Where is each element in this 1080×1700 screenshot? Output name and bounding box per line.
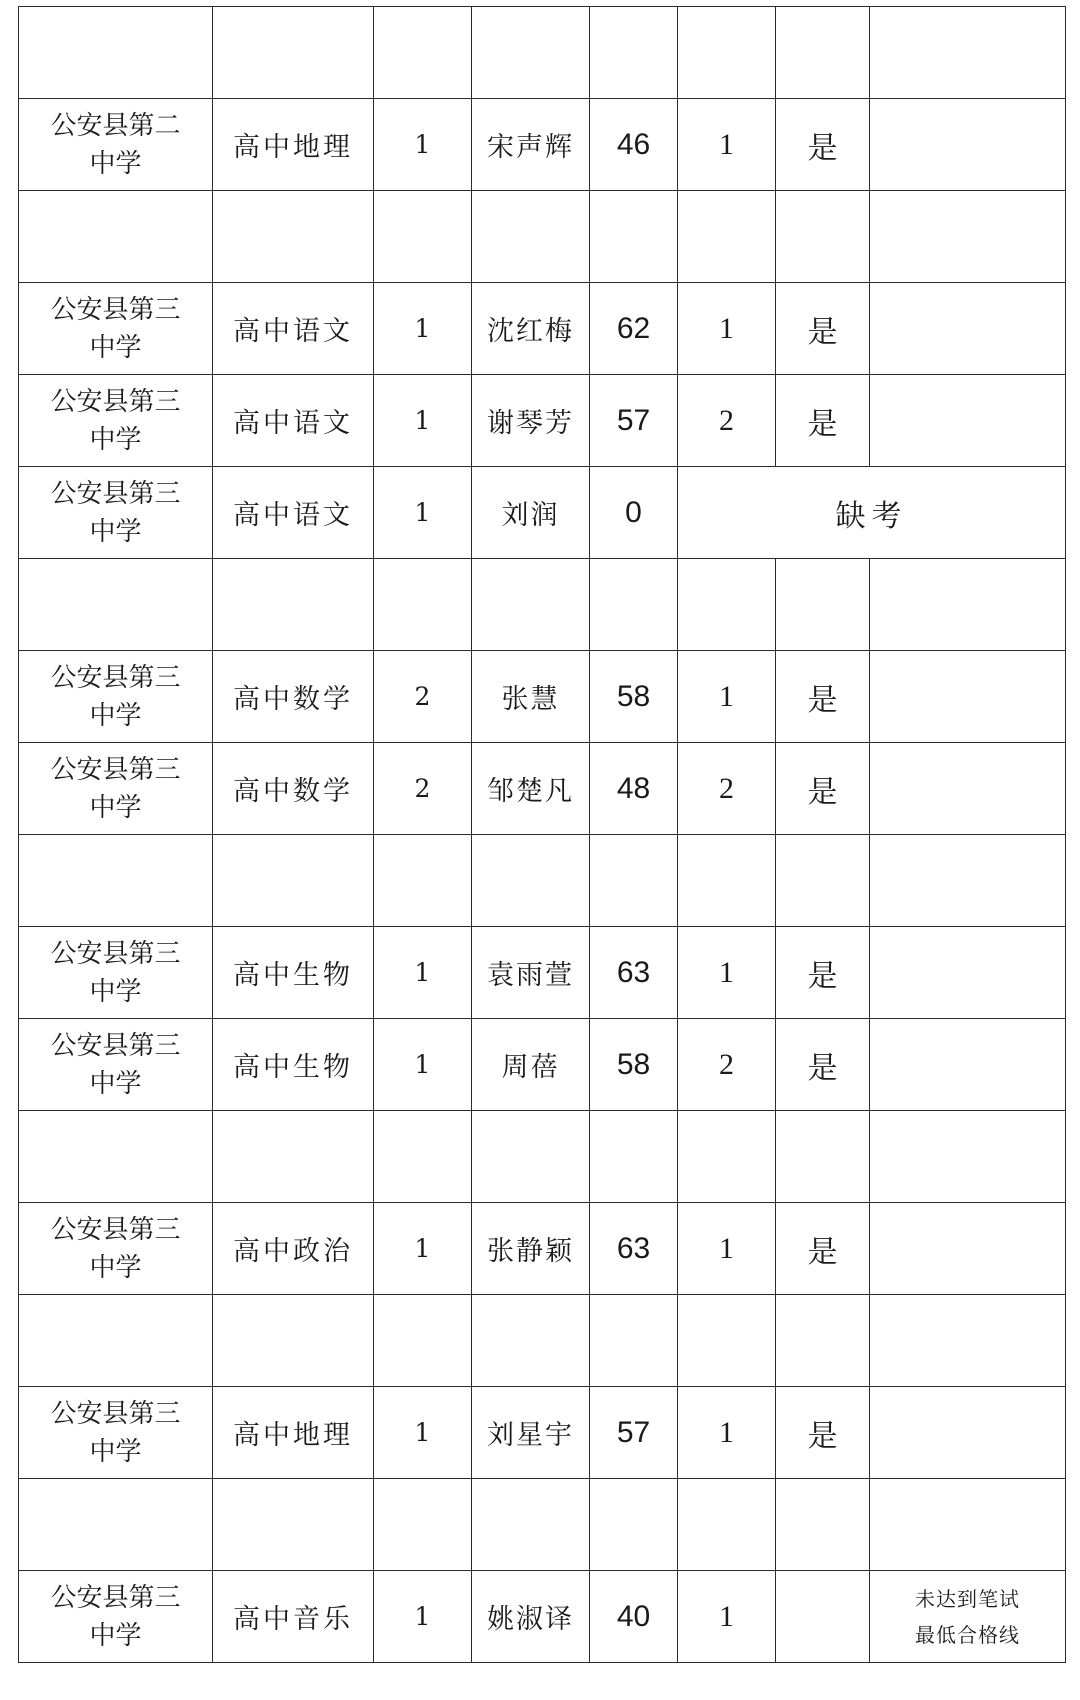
quota-cell [374,7,472,99]
quota-cell: 2 [374,743,472,835]
cell-line: 中学 [89,1436,142,1467]
remark-cell [870,743,1066,835]
cell-line: 中学 [89,700,142,731]
remark-cell [870,191,1066,283]
interview-cell [776,1295,870,1387]
cell-line: 中学 [89,332,142,363]
remark-cell [870,1295,1066,1387]
subject-cell [213,1111,374,1203]
cell-line: 最低合格线 [915,1622,1020,1647]
rank-cell: 1 [678,99,776,191]
interview-cell: 是 [776,1019,870,1111]
cell-line: 中学 [89,148,142,179]
remark-cell [870,1571,1066,1663]
cell-line: 公安县第三 [50,478,181,509]
score-cell [590,559,678,651]
cell-line: 中学 [89,424,142,455]
quota-cell [374,1111,472,1203]
candidate-name-cell: 刘星宇 [472,1387,590,1479]
subject-cell: 高中音乐 [213,1571,374,1663]
interview-cell [776,1571,870,1663]
quota-cell: 2 [374,651,472,743]
score-cell [590,1111,678,1203]
interview-cell: 是 [776,927,870,1019]
cell-line: 公安县第三 [50,754,181,785]
candidate-name-cell: 刘润 [472,467,590,559]
rank-cell: 1 [678,651,776,743]
rank-cell [678,1295,776,1387]
score-cell: 57 [590,375,678,467]
name-cell [472,7,590,99]
cell-line: 公安县第三 [50,1030,181,1061]
subject-cell: 高中政治 [213,1203,374,1295]
rank-cell [678,1111,776,1203]
remark-cell [870,559,1066,651]
score-cell [590,1479,678,1571]
school-cell [19,927,213,1019]
cell-line: 公安县第二 [50,110,181,141]
subject-cell: 高中语文 [213,467,374,559]
score-cell: 0 [590,467,678,559]
subject-cell [213,1295,374,1387]
subject-cell: 高中生物 [213,927,374,1019]
subject-cell: 高中地理 [213,1387,374,1479]
score-cell: 63 [590,1203,678,1295]
subject-cell: 高中生物 [213,1019,374,1111]
school-cell [19,1387,213,1479]
candidate-name-cell: 谢琴芳 [472,375,590,467]
quota-cell: 1 [374,927,472,1019]
candidate-name-cell: 沈红梅 [472,283,590,375]
table-row [19,99,1066,191]
quota-cell: 1 [374,283,472,375]
cell-line: 中学 [89,516,142,547]
name-cell [472,559,590,651]
remark-cell [870,1479,1066,1571]
candidate-name-cell: 宋声辉 [472,99,590,191]
cell-line: 公安县第三 [50,1398,181,1429]
rank-cell: 1 [678,927,776,1019]
table-row [19,651,1066,743]
remark-cell [870,283,1066,375]
school-cell [19,743,213,835]
absent-status-cell: 缺考 [678,467,1066,559]
school-cell [19,283,213,375]
school-cell [19,835,213,927]
school-cell [19,651,213,743]
table-row [19,467,1066,559]
remark-cell [870,99,1066,191]
quota-cell [374,835,472,927]
table-row-blank [19,1295,1066,1387]
score-cell: 63 [590,927,678,1019]
score-cell: 57 [590,1387,678,1479]
subject-cell [213,191,374,283]
interview-cell [776,191,870,283]
interview-cell: 是 [776,651,870,743]
school-cell [19,191,213,283]
table-row [19,375,1066,467]
rank-cell [678,1479,776,1571]
quota-cell: 1 [374,375,472,467]
subject-cell: 高中数学 [213,651,374,743]
interview-cell: 是 [776,1203,870,1295]
rank-cell [678,835,776,927]
name-cell [472,1479,590,1571]
remark-cell [870,1019,1066,1111]
cell-line: 公安县第三 [50,386,181,417]
rank-cell [678,7,776,99]
remark-cell [870,1387,1066,1479]
school-cell [19,99,213,191]
interview-cell: 是 [776,743,870,835]
candidate-name-cell: 袁雨萱 [472,927,590,1019]
name-cell [472,191,590,283]
cell-line: 未达到笔试 [915,1586,1020,1611]
cell-line: 中学 [89,792,142,823]
school-cell [19,467,213,559]
table-body [19,7,1066,1663]
quota-cell [374,559,472,651]
score-cell: 46 [590,99,678,191]
subject-cell [213,7,374,99]
remark-cell [870,927,1066,1019]
interview-cell [776,559,870,651]
quota-cell: 1 [374,1571,472,1663]
school-cell [19,7,213,99]
score-cell: 48 [590,743,678,835]
name-cell [472,1295,590,1387]
remark-cell [870,1203,1066,1295]
subject-cell: 高中数学 [213,743,374,835]
interview-cell [776,1479,870,1571]
interview-cell: 是 [776,99,870,191]
score-cell [590,191,678,283]
score-cell [590,835,678,927]
rank-cell: 2 [678,743,776,835]
rank-cell: 1 [678,1203,776,1295]
cell-line: 公安县第三 [50,1214,181,1245]
quota-cell [374,1479,472,1571]
cell-line: 公安县第三 [50,294,181,325]
table-row [19,1203,1066,1295]
score-cell [590,7,678,99]
score-cell [590,1295,678,1387]
interview-cell: 是 [776,1387,870,1479]
name-cell [472,1111,590,1203]
quota-cell [374,191,472,283]
school-cell [19,375,213,467]
rank-cell: 1 [678,1387,776,1479]
name-cell [472,835,590,927]
cell-line: 中学 [89,1252,142,1283]
rank-cell: 2 [678,1019,776,1111]
table-row-blank [19,835,1066,927]
cell-line: 公安县第三 [50,938,181,969]
cell-line: 公安县第三 [50,1582,181,1613]
table-row-blank [19,191,1066,283]
cell-line: 中学 [89,1068,142,1099]
candidate-name-cell: 姚淑译 [472,1571,590,1663]
remark-cell [870,651,1066,743]
score-cell: 40 [590,1571,678,1663]
subject-cell [213,1479,374,1571]
table-row [19,743,1066,835]
table-row-blank [19,7,1066,99]
rank-cell: 2 [678,375,776,467]
cell-line: 中学 [89,1620,142,1651]
candidate-name-cell: 张静颖 [472,1203,590,1295]
rank-cell: 1 [678,1571,776,1663]
remark-cell [870,1111,1066,1203]
quota-cell: 1 [374,1387,472,1479]
score-cell: 62 [590,283,678,375]
rank-cell [678,559,776,651]
interview-cell [776,835,870,927]
interview-cell: 是 [776,283,870,375]
interview-cell [776,1111,870,1203]
school-cell [19,1019,213,1111]
table-row [19,927,1066,1019]
rank-cell: 1 [678,283,776,375]
school-cell [19,559,213,651]
school-cell [19,1295,213,1387]
interview-cell [776,7,870,99]
table-row-blank [19,1111,1066,1203]
candidate-name-cell: 周蓓 [472,1019,590,1111]
cell-line: 公安县第三 [50,662,181,693]
subject-cell [213,835,374,927]
candidate-name-cell: 张慧 [472,651,590,743]
subject-cell [213,559,374,651]
remark-cell [870,7,1066,99]
interview-cell: 是 [776,375,870,467]
school-cell [19,1111,213,1203]
table-row [19,1571,1066,1663]
subject-cell: 高中地理 [213,99,374,191]
school-cell [19,1203,213,1295]
table-row-blank [19,559,1066,651]
quota-cell: 1 [374,1203,472,1295]
quota-cell: 1 [374,99,472,191]
school-cell [19,1479,213,1571]
candidate-name-cell: 邹楚凡 [472,743,590,835]
rank-cell [678,191,776,283]
results-table [18,6,1066,1663]
score-cell: 58 [590,1019,678,1111]
quota-cell: 1 [374,1019,472,1111]
table-row-blank [19,1479,1066,1571]
table-row [19,283,1066,375]
remark-cell [870,375,1066,467]
cell-line: 中学 [89,976,142,1007]
table-row [19,1019,1066,1111]
table-row [19,1387,1066,1479]
remark-cell [870,835,1066,927]
subject-cell: 高中语文 [213,375,374,467]
school-cell [19,1571,213,1663]
quota-cell: 1 [374,467,472,559]
subject-cell: 高中语文 [213,283,374,375]
quota-cell [374,1295,472,1387]
score-cell: 58 [590,651,678,743]
